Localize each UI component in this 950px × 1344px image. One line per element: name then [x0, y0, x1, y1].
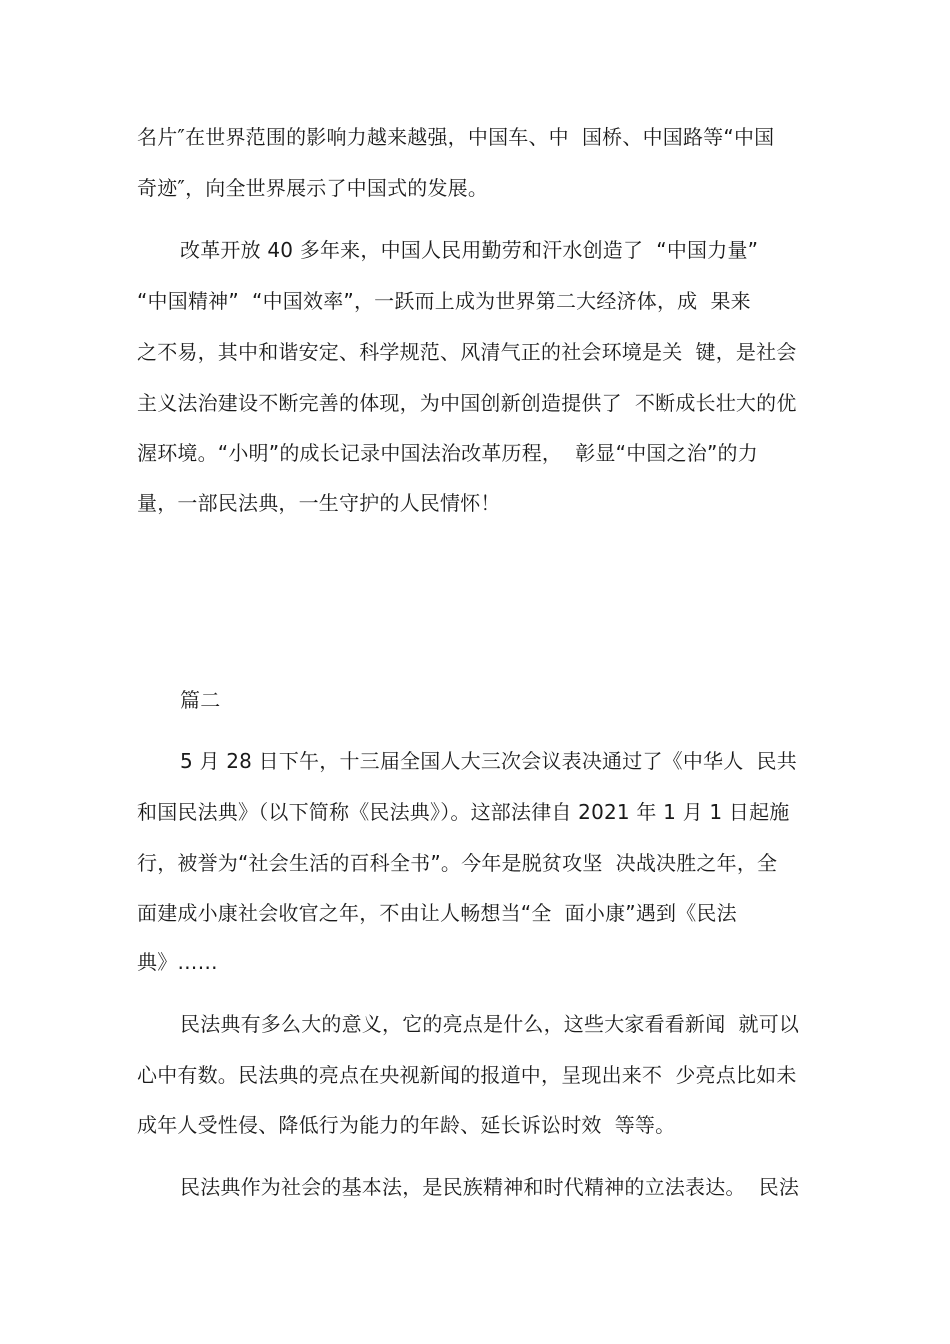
paragraph-3-line-4: 面建成小康社会收官之年，不由让人畅想当“全 面小康”遇到《民法 [137, 901, 737, 925]
section-title: 篇二 [180, 688, 221, 712]
paragraph-2-line-6: 量，一部民法典，一生守护的人民情怀！ [137, 491, 501, 515]
paragraph-3-line-5: 典》…… [137, 950, 218, 974]
paragraph-4-line-1: 民法典有多么大的意义，它的亮点是什么，这些大家看看新闻 就可以 [180, 1012, 800, 1036]
paragraph-2-line-1: 改革开放 40 多年来，中国人民用勤劳和汗水创造了 “中国力量” [180, 238, 759, 262]
paragraph-2-line-3: 之不易，其中和谐安定、科学规范、风清气正的社会环境是关 键，是社会 [137, 340, 797, 364]
paragraph-2-line-5: 渥环境。“小明”的成长记录中国法治改革历程， 彰显“中国之治”的力 [137, 441, 758, 465]
paragraph-3-line-3: 行，被誉为“社会生活的百科全书”。今年是脱贫攻坚 决战决胜之年，全 [137, 851, 778, 875]
paragraph-3-line-2: 和国民法典》（以下简称《民法典》）。这部法律自 2021 年 1 月 1 日起施 [137, 800, 790, 824]
paragraph-2-line-4: 主义法治建设不断完善的体现，为中国创新创造提供了 不断成长壮大的优 [137, 391, 797, 415]
paragraph-5-line-1: 民法典作为社会的基本法，是民族精神和时代精神的立法表达。 民法 [180, 1175, 800, 1199]
paragraph-3-line-1: 5 月 28 日下午，十三届全国人大三次会议表决通过了《中华人 民共 [180, 749, 797, 773]
paragraph-2-line-2: “中国精神” “中国效率”，一跃而上成为世界第二大经济体，成 果来 [137, 289, 751, 313]
paragraph-4-line-2: 心中有数。民法典的亮点在央视新闻的报道中，呈现出来不 少亮点比如未 [137, 1063, 797, 1087]
paragraph-4-line-3: 成年人受性侵、降低行为能力的年龄、延长诉讼时效 等等。 [137, 1113, 676, 1137]
paragraph-1-line-1: 名片″在世界范围的影响力越来越强，中国车、中 国桥、中国路等“中国 [137, 125, 775, 149]
paragraph-1-line-2: 奇迹″，向全世界展示了中国式的发展。 [137, 176, 489, 200]
